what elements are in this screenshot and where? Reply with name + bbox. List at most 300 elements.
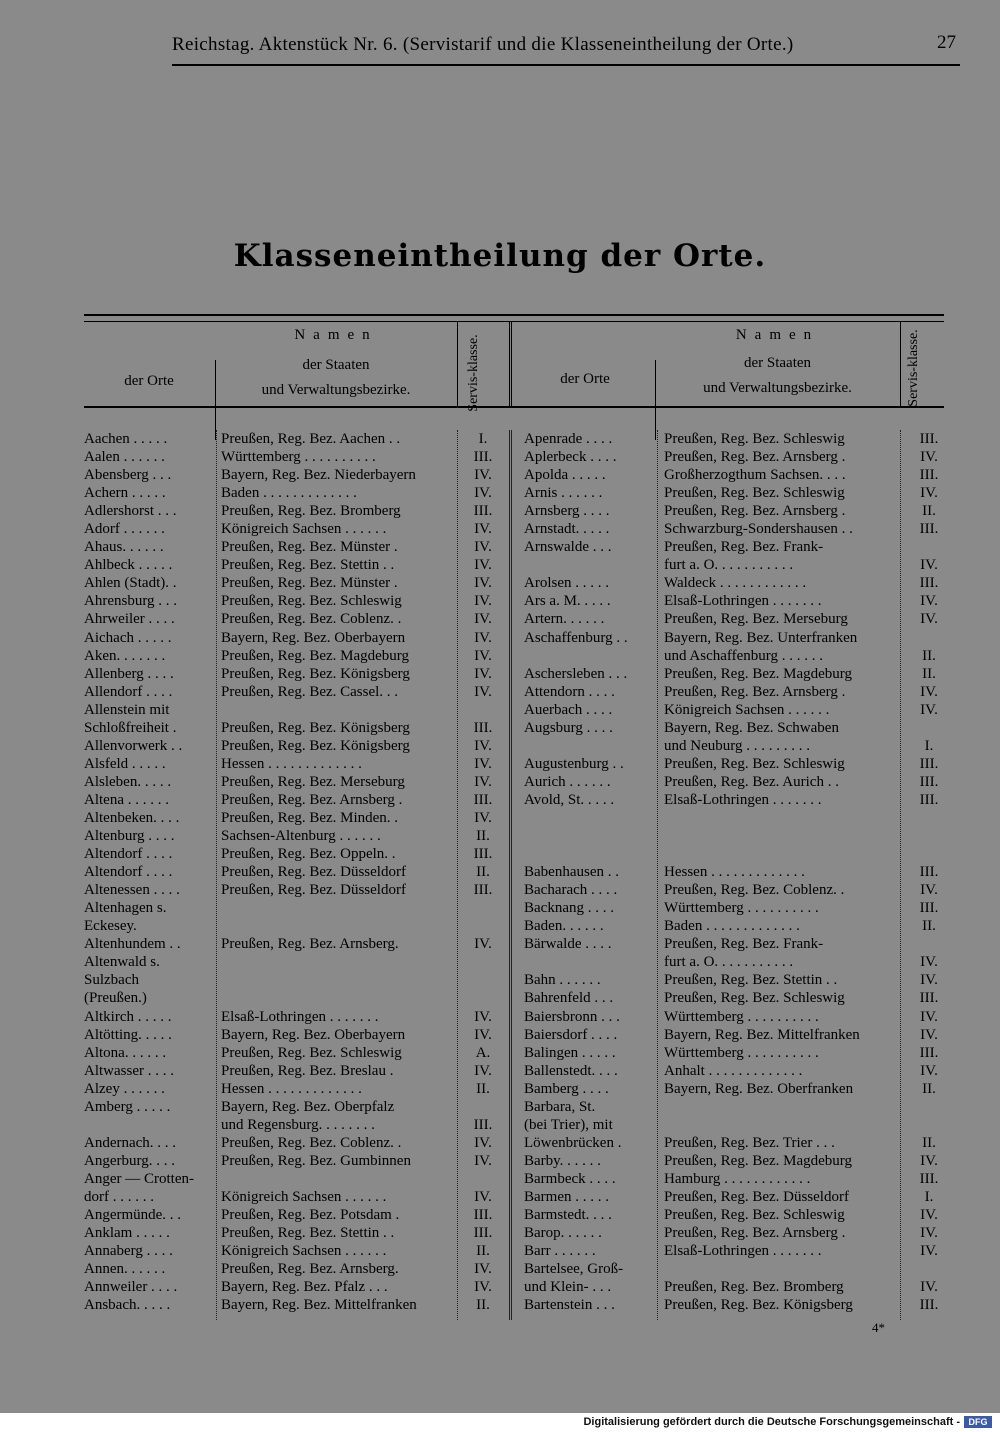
- servis-class: IV.: [474, 575, 492, 592]
- place-name: Annen. . . . . .: [84, 1261, 166, 1278]
- servis-class: IV.: [920, 1225, 938, 1242]
- place-name: (bei Trier), mit: [524, 1116, 613, 1133]
- running-header: [150, 32, 960, 62]
- table-row: [524, 935, 954, 953]
- state-district: Bayern, Reg. Bez. Unterfranken: [664, 629, 858, 646]
- place-name: Barmstedt. . . .: [524, 1207, 612, 1224]
- servis-class: III.: [919, 1170, 939, 1187]
- footer-credit-bar: [0, 1413, 1000, 1432]
- place-name: Ahaus. . . . . .: [84, 539, 164, 556]
- header-text: Reichstag. Aktenstück Nr. 6. (Servistarif und die Klasseneintheilung der Orte.): [172, 34, 794, 55]
- place-name: Altenbeken. . . .: [84, 809, 180, 826]
- place-name: Baden. . . . . .: [524, 918, 604, 935]
- servis-class: III.: [919, 521, 939, 538]
- place-name: Altendorf . . . .: [84, 864, 173, 881]
- table-row: [524, 1188, 954, 1206]
- state-district: Preußen, Reg. Bez. Potsdam .: [221, 1207, 400, 1224]
- place-name: Altenessen . . . .: [84, 882, 180, 899]
- servis-class: II.: [922, 503, 936, 520]
- table-row: [84, 1206, 514, 1224]
- table-row: [84, 791, 514, 809]
- servis-class: III.: [919, 467, 939, 484]
- place-name: Schloßfreiheit .: [84, 719, 177, 736]
- servis-class: III.: [919, 864, 939, 881]
- servis-class: II.: [476, 1080, 490, 1097]
- servis-class: III.: [473, 719, 493, 736]
- state-district: und Regensburg. . . . . . . .: [221, 1116, 375, 1133]
- place-name: Ahrensburg . . .: [84, 593, 178, 610]
- table-row: [84, 538, 514, 556]
- state-district: Preußen, Reg. Bez. Gumbinnen: [221, 1152, 411, 1169]
- divider-center: [509, 322, 512, 406]
- place-name: Bahrenfeld . . .: [524, 990, 614, 1007]
- table-row: [524, 1224, 954, 1242]
- state-district: Preußen, Reg. Bez. Schleswig: [664, 755, 845, 772]
- table-top-rule-thin: [84, 321, 944, 322]
- servis-class: III.: [473, 791, 493, 808]
- table-row: [524, 899, 954, 917]
- table-row: [84, 1152, 514, 1170]
- servis-class: IV.: [920, 972, 938, 989]
- place-name: Alsfeld . . . . .: [84, 755, 166, 772]
- state-district: Preußen, Reg. Bez. Trier . . .: [664, 1134, 835, 1151]
- page-title: Klasseneintheilung der Orte.: [233, 238, 767, 274]
- servis-class: III.: [919, 791, 939, 808]
- place-name: Artern. . . . . .: [524, 611, 605, 628]
- place-name: Altenhagen s.: [84, 900, 167, 917]
- state-district: Preußen, Reg. Bez. Schleswig: [221, 593, 402, 610]
- table-row: [84, 556, 514, 574]
- place-name: Barmbeck . . . .: [524, 1170, 616, 1187]
- place-name: Anklam . . . . .: [84, 1225, 170, 1242]
- servis-class: IV.: [920, 593, 938, 610]
- place-name: Aurich . . . . . .: [524, 773, 611, 790]
- table-row: [84, 574, 514, 592]
- place-name: Baiersbronn . . .: [524, 1008, 620, 1025]
- servis-class: IV.: [920, 611, 938, 628]
- table-row: [84, 1296, 514, 1314]
- state-district: Hessen . . . . . . . . . . . . .: [664, 864, 805, 881]
- place-name: Ansbach. . . . .: [84, 1297, 171, 1314]
- state-district: Elsaß-Lothringen . . . . . . .: [664, 791, 822, 808]
- table-row: [524, 1260, 954, 1278]
- state-district: Königreich Sachsen . . . . . .: [221, 1188, 387, 1205]
- place-name: Ahrweiler . . . .: [84, 611, 175, 628]
- place-name: dorf . . . . . .: [84, 1188, 154, 1205]
- servis-class: III.: [473, 449, 493, 466]
- table-row: [524, 1116, 954, 1134]
- state-district: Königreich Sachsen . . . . . .: [664, 701, 830, 718]
- place-name: Alzey . . . . . .: [84, 1080, 165, 1097]
- servis-class: II.: [476, 864, 490, 881]
- state-district: Preußen, Reg. Bez. Magdeburg: [664, 1152, 853, 1169]
- state-district: Preußen, Reg. Bez. Aachen . .: [221, 431, 401, 447]
- state-district: Preußen, Reg. Bez. Königsberg: [664, 1297, 853, 1314]
- table-row: [524, 466, 954, 484]
- state-district: und Aschaffenburg . . . . . .: [664, 647, 824, 664]
- left-table-body: [84, 430, 514, 1314]
- place-name: Sulzbach: [84, 972, 139, 989]
- state-district: Baden . . . . . . . . . . . . .: [664, 918, 800, 935]
- table-row: [84, 1224, 514, 1242]
- table-row: [84, 989, 514, 1007]
- place-name: Altenburg . . . .: [84, 828, 175, 845]
- place-name: Abensberg . . .: [84, 467, 172, 484]
- table-row: [524, 502, 954, 520]
- table-row: [524, 538, 954, 556]
- servis-class: IV.: [474, 593, 492, 610]
- table-row: [524, 1044, 954, 1062]
- place-name: und Klein- . . .: [524, 1279, 612, 1296]
- table-row: [524, 809, 954, 827]
- servis-class: A.: [475, 1044, 491, 1061]
- state-district: Elsaß-Lothringen . . . . . . .: [664, 593, 822, 610]
- state-district: Preußen, Reg. Bez. Bromberg: [664, 1279, 844, 1296]
- right-table-body: [524, 430, 954, 1314]
- table-row: [524, 1134, 954, 1152]
- servis-class: III.: [473, 1116, 493, 1133]
- state-district: Preußen, Reg. Bez. Schleswig: [664, 990, 845, 1007]
- place-name: Barby. . . . . .: [524, 1152, 601, 1169]
- table-row: [84, 863, 514, 881]
- place-name: Amberg . . . . .: [84, 1098, 171, 1115]
- servis-class: III.: [919, 575, 939, 592]
- place-name: Avold, St. . . . .: [524, 791, 615, 808]
- state-district: Preußen, Reg. Bez. Minden. .: [221, 809, 399, 826]
- table-row: [524, 1296, 954, 1314]
- place-name: Bartelsee, Groß-: [524, 1261, 624, 1278]
- place-name: Annweiler . . . .: [84, 1279, 178, 1296]
- servis-class: IV.: [474, 665, 492, 682]
- place-name: Baiersdorf . . . .: [524, 1026, 618, 1043]
- place-name: Angermünde. . .: [84, 1207, 182, 1224]
- state-district: Preußen, Reg. Bez. Stettin . .: [221, 1225, 395, 1242]
- table-row: [84, 1026, 514, 1044]
- place-name: Aschaffenburg . .: [524, 629, 628, 646]
- table-row: [524, 592, 954, 610]
- place-name: Barr . . . . . .: [524, 1243, 596, 1260]
- servis-class: IV.: [474, 611, 492, 628]
- header-orte-right: der Orte: [560, 371, 610, 387]
- table-row: [84, 629, 514, 647]
- state-district: Preußen, Reg. Bez. Arnsberg .: [664, 449, 846, 466]
- table-row: [524, 647, 954, 665]
- place-name: Löwenbrücken .: [524, 1134, 622, 1151]
- table-row: [84, 466, 514, 484]
- servis-class: IV.: [474, 683, 492, 700]
- place-name: Ahlbeck . . . . .: [84, 557, 173, 574]
- state-district: Preußen, Reg. Bez. Stettin . .: [221, 557, 395, 574]
- header-staaten-right-1: der Staaten: [743, 355, 812, 371]
- place-name: Altwasser . . . .: [84, 1062, 174, 1079]
- table-row: [84, 953, 514, 971]
- table-row: [524, 556, 954, 574]
- place-name: Aachen . . . . .: [84, 431, 168, 447]
- place-name: Allenvorwerk . .: [84, 737, 183, 754]
- place-name: Auerbach . . . .: [524, 701, 613, 718]
- servis-class: III.: [919, 900, 939, 917]
- state-district: Elsaß-Lothringen . . . . . . .: [664, 1243, 822, 1260]
- place-name: Backnang . . . .: [524, 900, 614, 917]
- state-district: Preußen, Reg. Bez. Stettin . .: [664, 972, 838, 989]
- table-row: [84, 755, 514, 773]
- servis-class: III.: [919, 755, 939, 772]
- table-row: [524, 1026, 954, 1044]
- place-name: Apenrade . . . .: [524, 431, 613, 447]
- state-district: Preußen, Reg. Bez. Schleswig: [664, 485, 845, 502]
- state-district: Preußen, Reg. Bez. Königsberg: [221, 719, 410, 736]
- servis-class: IV.: [474, 1188, 492, 1205]
- place-name: Aken. . . . . . .: [84, 647, 166, 664]
- header-staaten-left-1: der Staaten: [302, 357, 370, 373]
- table-row: [84, 719, 514, 737]
- table-row: [84, 502, 514, 520]
- table-row: [84, 1080, 514, 1098]
- table-row: [524, 665, 954, 683]
- state-district: Preußen, Reg. Bez. Münster .: [221, 575, 398, 592]
- state-district: Preußen, Reg. Bez. Arnsberg .: [664, 683, 846, 700]
- servis-class: II.: [476, 1243, 490, 1260]
- table-row: [84, 827, 514, 845]
- state-district: Preußen, Reg. Bez. Arnsberg.: [221, 1261, 399, 1278]
- table-row: [84, 610, 514, 628]
- place-name: Ahlen (Stadt). .: [84, 575, 177, 592]
- servis-class: IV.: [920, 683, 938, 700]
- state-district: Elsaß-Lothringen . . . . . . .: [221, 1008, 379, 1025]
- servis-class: I.: [478, 431, 488, 447]
- place-name: Altena . . . . . .: [84, 791, 169, 808]
- place-name: Allenstein mit: [84, 701, 170, 718]
- table-top-rule: [84, 314, 944, 316]
- place-name: Arnswalde . . .: [524, 539, 612, 556]
- table-row: [84, 1062, 514, 1080]
- table-row: [84, 1242, 514, 1260]
- servis-class: IV.: [920, 1152, 938, 1169]
- state-district: Bayern, Reg. Bez. Oberbayern: [221, 629, 406, 646]
- servis-class: II.: [922, 665, 936, 682]
- table-row: [84, 935, 514, 953]
- place-name: Barbara, St.: [524, 1098, 596, 1115]
- table-row: [84, 773, 514, 791]
- servis-class: IV.: [920, 1008, 938, 1025]
- state-district: Preußen, Reg. Bez. Merseburg: [664, 611, 848, 628]
- state-district: Bayern, Reg. Bez. Mittelfranken: [664, 1026, 860, 1043]
- table-row: [84, 1098, 514, 1116]
- state-district: Preußen, Reg. Bez. Magdeburg: [664, 665, 853, 682]
- state-district: Preußen, Reg. Bez. Königsberg: [221, 665, 410, 682]
- servis-class: III.: [473, 846, 493, 863]
- place-name: (Preußen.): [84, 990, 147, 1007]
- place-name: Balingen . . . . .: [524, 1044, 616, 1061]
- servis-class: IV.: [920, 882, 938, 899]
- place-name: Altkirch . . . . .: [84, 1008, 172, 1025]
- table-row: [524, 719, 954, 737]
- state-district: Königreich Sachsen . . . . . .: [221, 1243, 387, 1260]
- header-namen-left: Namen: [294, 327, 378, 343]
- state-district: Preußen, Reg. Bez. Coblenz. .: [221, 611, 402, 628]
- state-district: Preußen, Reg. Bez. Merseburg: [221, 773, 405, 790]
- state-district: Preußen, Reg. Bez. Arnsberg .: [664, 503, 846, 520]
- place-name: Aichach . . . . .: [84, 629, 172, 646]
- state-district: Württemberg . . . . . . . . . .: [664, 1008, 819, 1025]
- table-row: [84, 430, 514, 448]
- state-district: Württemberg . . . . . . . . . .: [664, 1044, 819, 1061]
- servis-class: IV.: [920, 557, 938, 574]
- place-name: Alsleben. . . . .: [84, 773, 172, 790]
- state-district: Preußen, Reg. Bez. Aurich . .: [664, 773, 839, 790]
- table-row: [524, 773, 954, 791]
- place-name: Altona. . . . . .: [84, 1044, 167, 1061]
- table-row: [84, 1278, 514, 1296]
- servis-class: IV.: [474, 1062, 492, 1079]
- table-row: [524, 683, 954, 701]
- servis-class: III.: [919, 990, 939, 1007]
- servis-class: III.: [473, 1207, 493, 1224]
- servis-class: IV.: [920, 1062, 938, 1079]
- table-row: [84, 899, 514, 917]
- state-district: Preußen, Reg. Bez. Arnsberg .: [664, 1225, 846, 1242]
- state-district: Preußen, Reg. Bez. Oppeln. .: [221, 846, 396, 863]
- table-row: [84, 809, 514, 827]
- state-district: Preußen, Reg. Bez. Cassel. . .: [221, 683, 399, 700]
- place-name: Altendorf . . . .: [84, 846, 173, 863]
- table-row: [84, 1008, 514, 1026]
- dfg-logo: DFG: [964, 1416, 992, 1428]
- table-row: [524, 1152, 954, 1170]
- header-orte-left: der Orte: [124, 373, 174, 389]
- place-name: Bartenstein . . .: [524, 1297, 615, 1314]
- place-name: Altötting. . . . .: [84, 1026, 172, 1043]
- footer-credit-text: Digitalisierung gefördert durch die Deutsche Forschungsgemeinschaft -: [583, 1416, 960, 1428]
- table-row: [524, 1098, 954, 1116]
- divider-right-klasse: [900, 322, 901, 406]
- state-district: Preußen, Reg. Bez. Königsberg: [221, 737, 410, 754]
- header-staaten-right-2: und Verwaltungsbezirke.: [703, 380, 852, 396]
- state-district: furt a. O. . . . . . . . . . .: [664, 557, 794, 574]
- servis-class: IV.: [474, 755, 492, 772]
- table-row: [84, 737, 514, 755]
- place-name: Achern . . . . .: [84, 485, 166, 502]
- place-name: Attendorn . . . .: [524, 683, 615, 700]
- place-name: Adlershorst . . .: [84, 503, 177, 520]
- place-name: Allendorf . . . .: [84, 683, 173, 700]
- table-row: [84, 1134, 514, 1152]
- servis-class: II.: [476, 828, 490, 845]
- header-klasse-left: Servis-klasse.: [466, 334, 481, 412]
- table-row: [524, 863, 954, 881]
- table-row: [84, 917, 514, 935]
- place-name: Bahn . . . . . .: [524, 972, 601, 989]
- state-district: furt a. O. . . . . . . . . . .: [664, 954, 794, 971]
- servis-class: III.: [473, 882, 493, 899]
- table-row: [84, 971, 514, 989]
- servis-class: IV.: [474, 629, 492, 646]
- table-row: [84, 1170, 514, 1188]
- servis-class: III.: [919, 1044, 939, 1061]
- servis-class: IV.: [920, 1026, 938, 1043]
- page-number: 27: [937, 32, 956, 53]
- place-name: Aschersleben . . .: [524, 665, 628, 682]
- servis-class: IV.: [920, 1243, 938, 1260]
- table-row: [524, 953, 954, 971]
- servis-class: IV.: [474, 1134, 492, 1151]
- servis-class: III.: [473, 1225, 493, 1242]
- state-district: und Neuburg . . . . . . . . .: [664, 737, 810, 754]
- place-name: Apolda . . . . .: [524, 467, 606, 484]
- state-district: Großherzogthum Sachsen. . . .: [664, 467, 846, 484]
- table-row: [84, 1044, 514, 1062]
- state-district: Hessen . . . . . . . . . . . . .: [221, 1080, 362, 1097]
- servis-class: II.: [922, 1134, 936, 1151]
- table-row: [524, 448, 954, 466]
- table-row: [524, 989, 954, 1007]
- servis-class: II.: [922, 647, 936, 664]
- place-name: Allenberg . . . .: [84, 665, 174, 682]
- state-district: Preußen, Reg. Bez. Magdeburg: [221, 647, 410, 664]
- table-row: [524, 1170, 954, 1188]
- table-row: [524, 1008, 954, 1026]
- table-row: [84, 881, 514, 899]
- state-district: Württemberg . . . . . . . . . .: [221, 449, 376, 466]
- place-name: Augsburg . . . .: [524, 719, 613, 736]
- servis-class: IV.: [920, 1207, 938, 1224]
- servis-class: IV.: [474, 521, 492, 538]
- servis-class: III.: [919, 773, 939, 790]
- table-row: [84, 484, 514, 502]
- state-district: Bayern, Reg. Bez. Oberpfalz: [221, 1098, 395, 1115]
- state-district: Preußen, Reg. Bez. Frank-: [664, 539, 824, 556]
- table-row: [84, 448, 514, 466]
- servis-class: III.: [473, 503, 493, 520]
- place-name: Arnis . . . . . .: [524, 485, 603, 502]
- place-name: Aplerbeck . . . .: [524, 449, 617, 466]
- place-name: Anger — Crotten-: [84, 1170, 194, 1187]
- state-district: Preußen, Reg. Bez. Coblenz. .: [221, 1134, 402, 1151]
- servis-class: IV.: [474, 467, 492, 484]
- place-name: Eckesey.: [84, 918, 137, 935]
- place-name: Altenhundem . .: [84, 936, 181, 953]
- state-district: Preußen, Reg. Bez. Bromberg: [221, 503, 401, 520]
- table-row: [524, 574, 954, 592]
- place-name: Ballenstedt. . . .: [524, 1062, 618, 1079]
- servis-class: IV.: [474, 737, 492, 754]
- state-district: Bayern, Reg. Bez. Pfalz . . .: [221, 1279, 388, 1296]
- table-row: [84, 592, 514, 610]
- table-header-rule: [84, 406, 944, 408]
- table-row: [524, 430, 954, 448]
- table-row: [524, 881, 954, 899]
- servis-class: IV.: [474, 557, 492, 574]
- place-name: Altenwald s.: [84, 954, 160, 971]
- servis-class: IV.: [474, 647, 492, 664]
- place-name: Bamberg . . . .: [524, 1080, 609, 1097]
- state-district: Bayern, Reg. Bez. Oberfranken: [664, 1080, 854, 1097]
- servis-class: IV.: [474, 1261, 492, 1278]
- state-district: Preußen, Reg. Bez. Breslau .: [221, 1062, 394, 1079]
- table-row: [524, 1080, 954, 1098]
- footnote: 4*: [872, 1320, 885, 1335]
- table-row: [84, 1188, 514, 1206]
- table-row: [84, 701, 514, 719]
- state-district: Preußen, Reg. Bez. Düsseldorf: [664, 1188, 849, 1205]
- divider-left-klasse: [457, 322, 458, 406]
- servis-class: IV.: [920, 1279, 938, 1296]
- place-name: Aalen . . . . . .: [84, 449, 165, 466]
- place-name: Barop. . . . . .: [524, 1225, 602, 1242]
- table-row: [524, 701, 954, 719]
- state-district: Preußen, Reg. Bez. Münster .: [221, 539, 398, 556]
- servis-class: IV.: [474, 809, 492, 826]
